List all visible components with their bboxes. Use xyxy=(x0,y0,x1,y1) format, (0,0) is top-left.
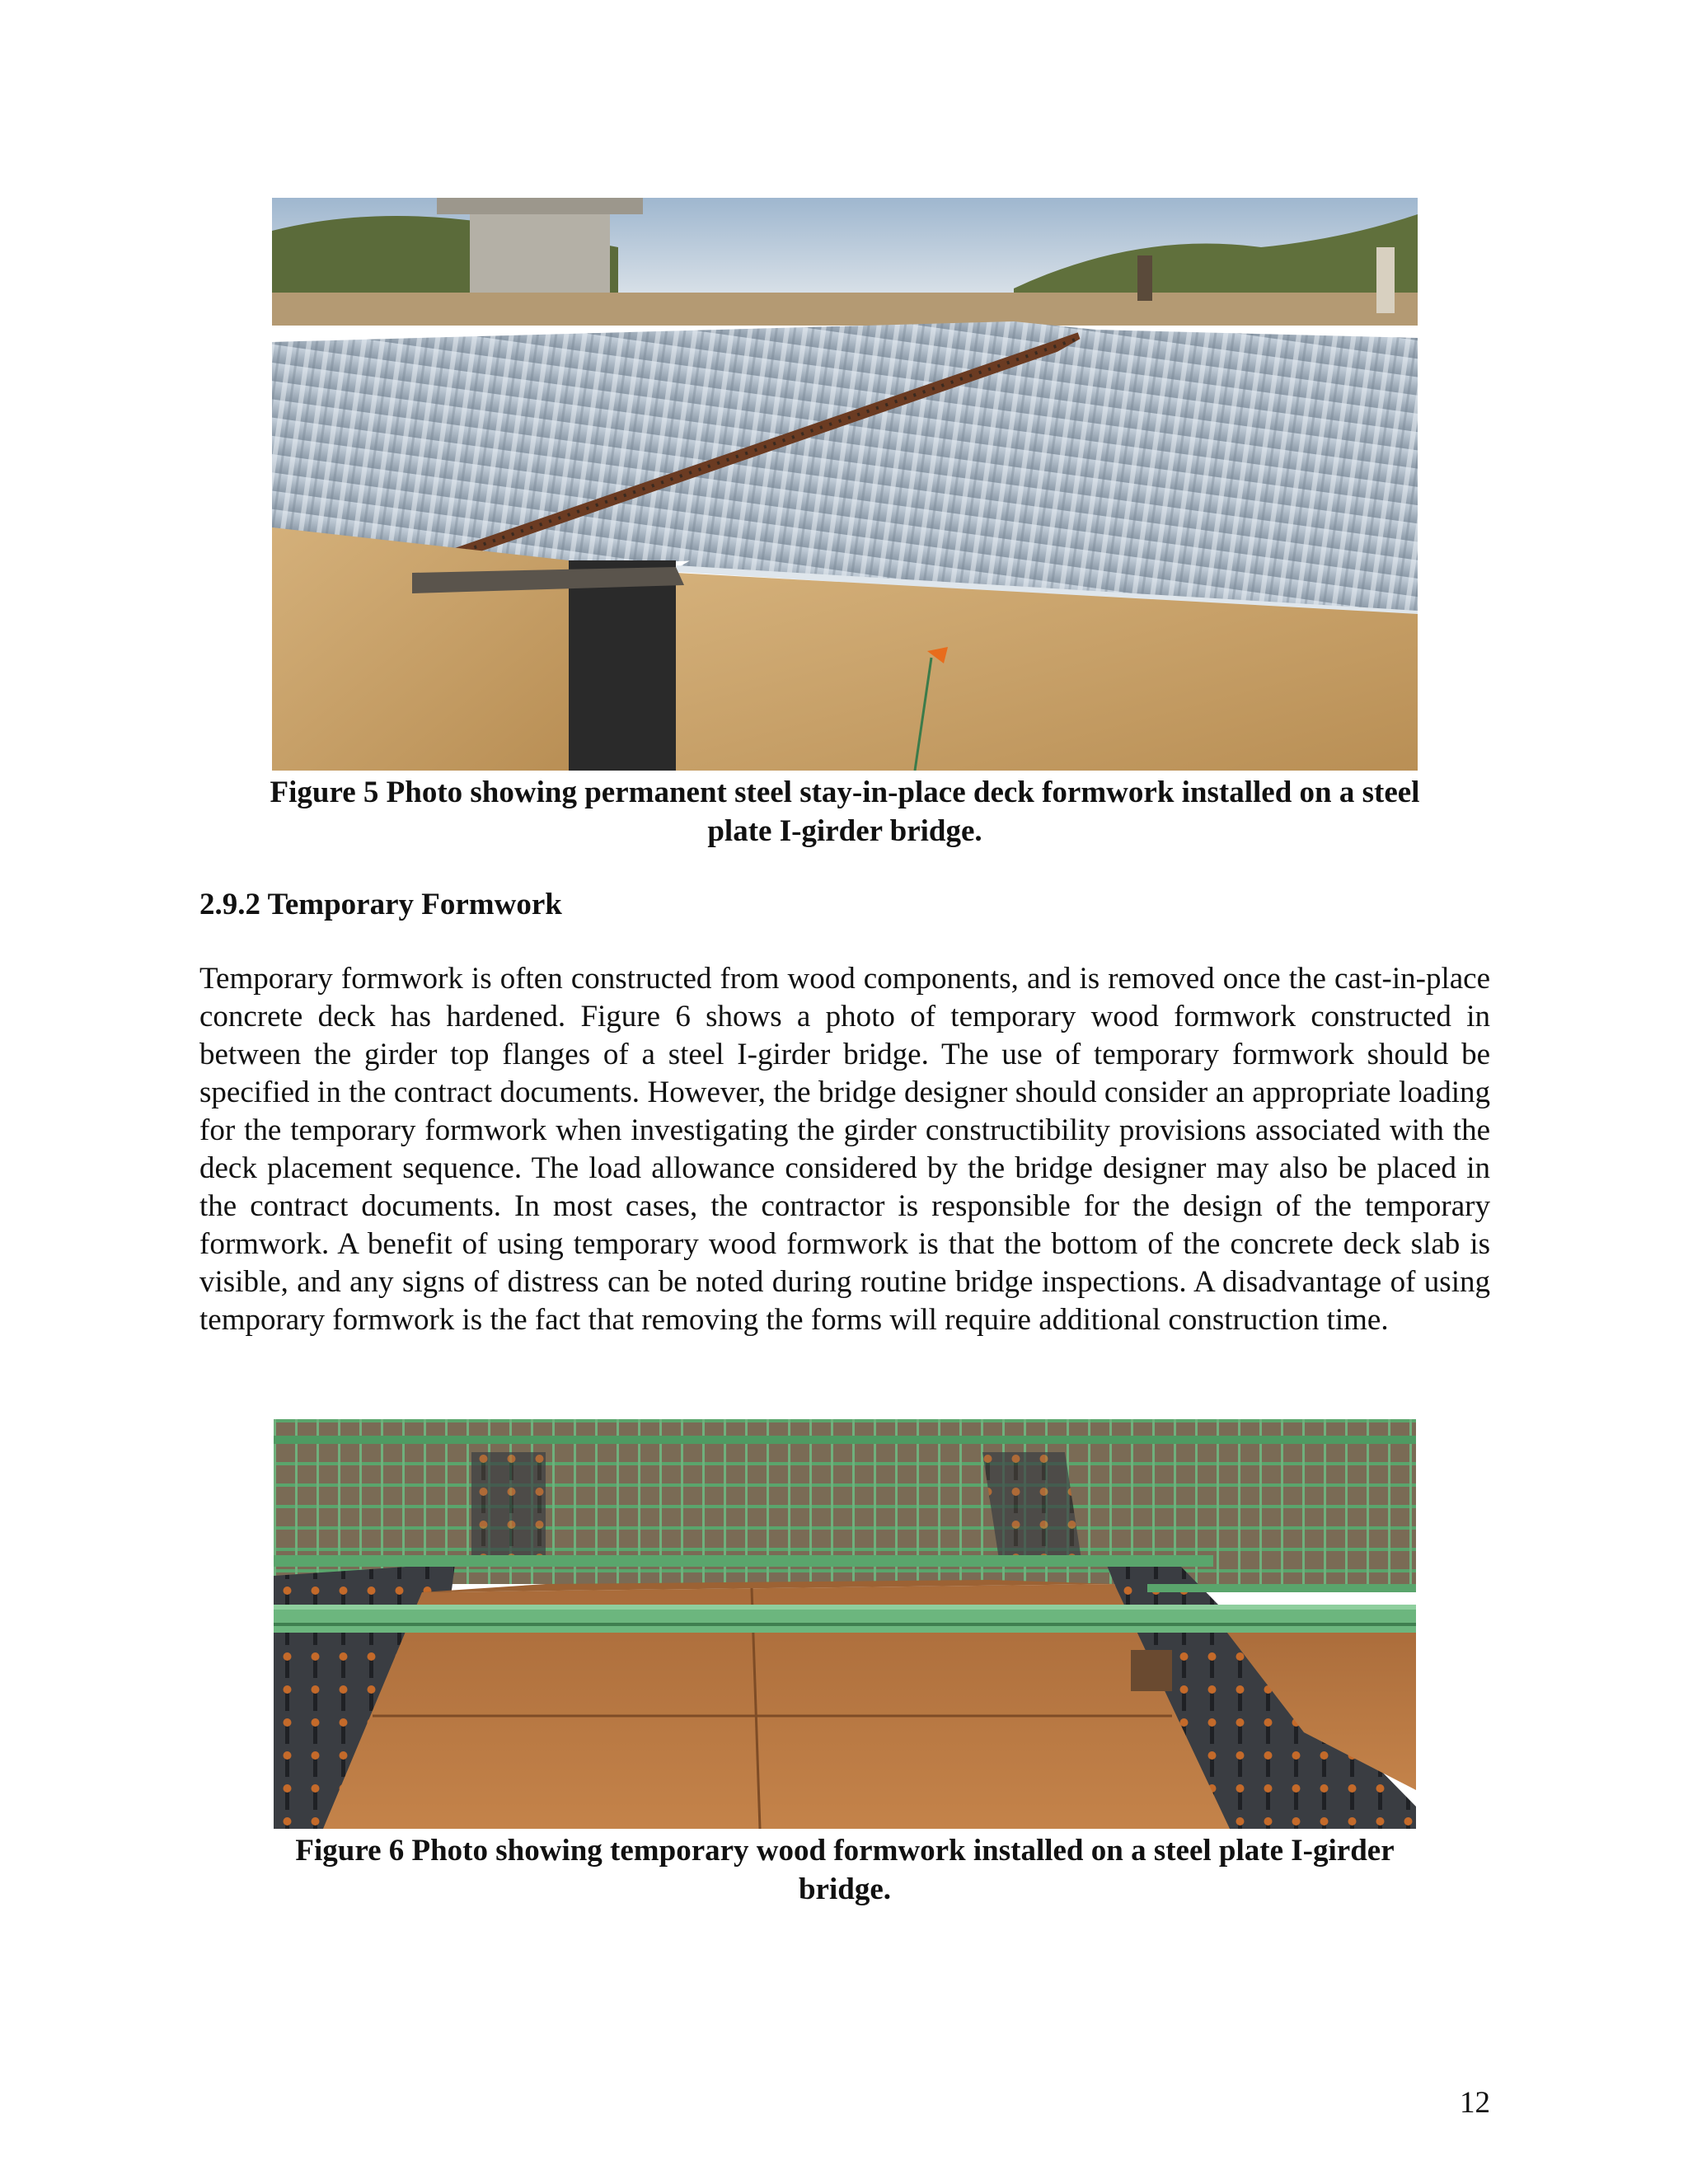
page-number: 12 xyxy=(1460,2086,1490,2120)
figure-6-photo xyxy=(274,1419,1416,1829)
figure-6-caption xyxy=(190,1831,1500,1909)
section-heading: 2.9.2 Temporary Formwork xyxy=(199,888,562,921)
figure-5-caption-line-1: Figure 5 Photo showing permanent steel stay-in-place deck formwork installed on a steel xyxy=(270,776,1420,809)
figure-5-caption xyxy=(190,773,1500,851)
section-paragraph: Temporary formwork is often constructed from wood components, and is removed once the cast-in-place concrete deck has hardened. Figure 6 shows a photo of temporary wood formwork constructed in between the girder top flanges of a steel I-girder bridge. The use of temporary formwork should be specified in the contract documents. However, the bridge designer should consider an appropriate loading for the temporary formwork when investigating the girder constructibility provisions associated with the deck placement sequence. The load allowance considered by the bridge designer may also be placed in the contract documents. In most cases, the contractor is responsible for the design of the temporary formwork. A benefit of using temporary wood formwork is that the bottom of the concrete deck slab is visible, and any signs of distress can be noted during routine bridge inspections. A disadvantage of using temporary formwork is the fact that removing the forms will require additional construction time. xyxy=(199,962,1490,1337)
figure-6-caption-line-2: bridge. xyxy=(798,1872,892,1906)
figure-6-caption-line-1: Figure 6 Photo showing temporary wood formwork installed on a steel plate I-girder xyxy=(295,1834,1395,1868)
figure-5-photo xyxy=(272,198,1418,771)
figure-5-caption-line-2: plate I-girder bridge. xyxy=(707,814,982,848)
